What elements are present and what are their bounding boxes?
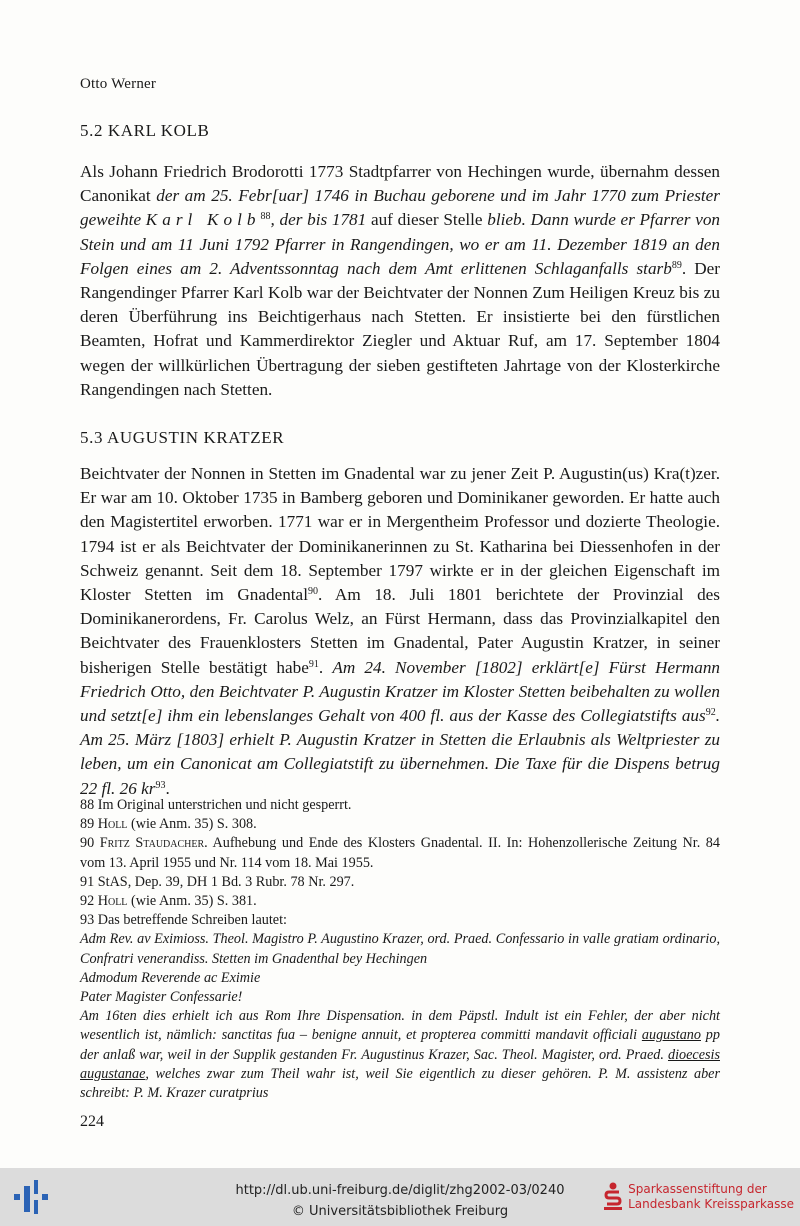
text-run: Als Johann Friedrich Brodorotti 1773 Stadtpfarrer von Hechingen wurde, übernahm dessen Canonikat (80, 162, 720, 206)
section-heading-augustin-kratzer: 5.3 AUGUSTIN KRATZER (80, 428, 285, 447)
quoted-letter-salutation-2: Pater Magister Confessarie! (80, 989, 243, 1006)
permalink-url[interactable]: http://dl.ub.uni-freiburg.de/diglit/zhg2002-03/0240 (235, 1183, 565, 1198)
footnote-89 (80, 815, 720, 834)
footnote-number: 90 (80, 835, 100, 852)
footnote-ref-89[interactable]: 89 (671, 259, 682, 271)
sponsor-line-2: Landesbank Kreissparkasse (628, 1197, 794, 1211)
footnote-ref-88[interactable]: 88 (260, 211, 271, 223)
footnote-ref-92[interactable]: 92 (705, 707, 716, 719)
text-run: auf dieser Stelle (366, 210, 488, 230)
footnote-92 (80, 892, 720, 911)
text-run: . (318, 657, 333, 677)
footnotes (80, 796, 720, 1103)
sparkasse-logo-icon (604, 1182, 622, 1210)
underlined-word: augustano (641, 1027, 701, 1044)
page-number: 224 (80, 1113, 104, 1130)
running-header: Otto Werner (80, 76, 157, 92)
footnote-text: . Aufhebung und Ende des Klosters Gnadental. II. In: Hohenzollerische Zeitung Nr. 84 vom 13. April 1955 und Nr. 114 vom 18. Mai 1955. (80, 835, 720, 871)
text-run: , welches zwar zum Theil wahr ist, weil Sie eigentlich zu dieser gehören. P. M. assistenz aber schreibt: P. M. Krazer curatprius (80, 1065, 720, 1102)
footnote-author: Holl (97, 893, 128, 910)
sponsor-line-1: Sparkassenstiftung der (628, 1182, 767, 1196)
footnote-text: (wie Anm. 35) S. 308. (127, 816, 257, 833)
footnote-90 (80, 834, 720, 872)
text-run: . (165, 778, 170, 798)
text-run: Am 16ten dies erhielt ich aus Rom Ihre Dispensation. in dem Päpstl. Indult ist ein Fehler, der aber nicht wesentlich ist, nämlich: sanctitas fua – benigne annuit, et propterea committi mandavit officiali (80, 1008, 720, 1044)
footnote-author: Fritz Staudacher (99, 835, 205, 852)
sponsor-text (628, 1182, 794, 1212)
viewer-footer (0, 1168, 800, 1226)
paragraph-augustin-kratzer (80, 462, 720, 801)
footnote-author: Holl (97, 816, 128, 833)
sponsor-logo (604, 1182, 794, 1212)
underlined-word: dioecesis augustanae (80, 1046, 720, 1082)
quoted-letter-salutation: Admodum Reverende ac Eximie (80, 969, 261, 986)
quoted-letter-address: Adm Rev. av Eximioss. Theol. Magistro P. Augustino Krazer, ord. Praed. Confessario in valle gratiam ordinario, Confratri venerandiss. Stetten im Gnadenthal bey Hechingen (80, 931, 720, 967)
text-run: Beichtvater der Nonnen in Stetten im Gnadental war zu jener Zeit P. Augustin(us) Kra(t)zer. Er war am 10. Oktober 1735 in Bamberg geboren und Dominikaner geworden. Er hatte auch den Magistertitel erworben. 1771 war er in Mergentheim Professor und dozierte Theologie. 1794 ist er als Beichtvater der Dominikanerinnen zu St. Katharina bei Diessenhofen in der Schweiz genannt. Seit dem 18. September 1797 wirkte er in der gleichen Eigenschaft im Kloster Stetten im Gnadental (80, 464, 720, 605)
section-heading-karl-kolb: 5.2 KARL KOLB (80, 121, 210, 140)
copyright-notice: © Universitätsbibliothek Freiburg (291, 1204, 509, 1219)
text-run-italic: Am 24. November [1802] erklärt[e] Fürst Hermann Friedrich Otto, den Beichtvater P. Augustin Kratzer im Kloster Stetten beibehalten zu wollen und setzt[e] ihm ein lebenslanges Gehalt von 400 fl. aus der Kasse des Collegiatstifts aus (80, 657, 721, 726)
footnote-number: 92 (80, 893, 98, 910)
spaced-name: Karl Kolb (145, 210, 261, 230)
text-run-italic: , der bis 1781 (270, 210, 367, 230)
footnote-88: 88 Im Original unterstrichen und nicht gesperrt. (80, 797, 352, 813)
text-run-italic: blieb. Dann wurde er Pfarrer von Stein und am 11 Juni 1792 Pfarrer in Rangendingen, wo er am 11. Dezember 1819 an den Folgen eines am 2. Adventssonntag nach dem Amt erlittenen Schlaganfalls starb (80, 210, 721, 278)
footnote-ref-91[interactable]: 91 (308, 658, 319, 670)
text-run-italic: . Am 25. März [1803] erhielt P. Augustin Kratzer in Stetten die Erlaubnis als Weltpriester zu leben, um ein Canonicat am Collegiatstift zu übernehmen. Die Taxe für die Dispens betrug 22 fl. 26 kr (80, 706, 720, 798)
quoted-letter-body (80, 1007, 720, 1103)
footnote-number: 89 (80, 816, 98, 833)
footnote-text: (wie Anm. 35) S. 381. (127, 893, 257, 910)
footnote-93: 93 Das betreffende Schreiben lautet: (80, 912, 287, 929)
text-run: pp der anlaß war, weil in der Supplik gestanden Fr. Augustinus Krazer, Sac. Theol. Magister, ord. Praed. (80, 1027, 720, 1063)
text-run-italic: der am 25. Febr[uar] 1746 in Buchau geborene und im Jahr 1770 zum Priester geweihte (80, 186, 720, 230)
text-run: . Am 18. Juli 1801 berichtete der Provinzial des Dominikanerordens, Fr. Carolus Welz, an Fürst Hermann, dass das Provinzialkapitel den Beichtvater des Frauenklosters Stetten im Gnadental, Pater Augustin Kratzer, in seiner bisherigen Stelle bestätigt habe (80, 585, 720, 677)
paragraph-karl-kolb (80, 160, 720, 402)
footnote-ref-93[interactable]: 93 (155, 779, 166, 791)
footnote-ref-90[interactable]: 90 (307, 586, 318, 598)
text-run: . Der Rangendinger Pfarrer Karl Kolb war der Beichtvater der Nonnen Zum Heiligen Kreuz bis zu deren Überführung ins Beichtigerhaus nach Stetten. Er insistierte bei den fürstlichen Beamten, Hofrat und Kammerdirektor Ziegler und Aktuar Ruf, am 17. September 1804 wegen der willkürlichen Übertragung der sieben gestifteten Jahrtage von der Klosterkirche Rangendingen nach Stetten. (80, 258, 721, 399)
footnote-91: 91 StAS, Dep. 39, DH 1 Bd. 3 Rubr. 78 Nr. 297. (80, 873, 355, 890)
